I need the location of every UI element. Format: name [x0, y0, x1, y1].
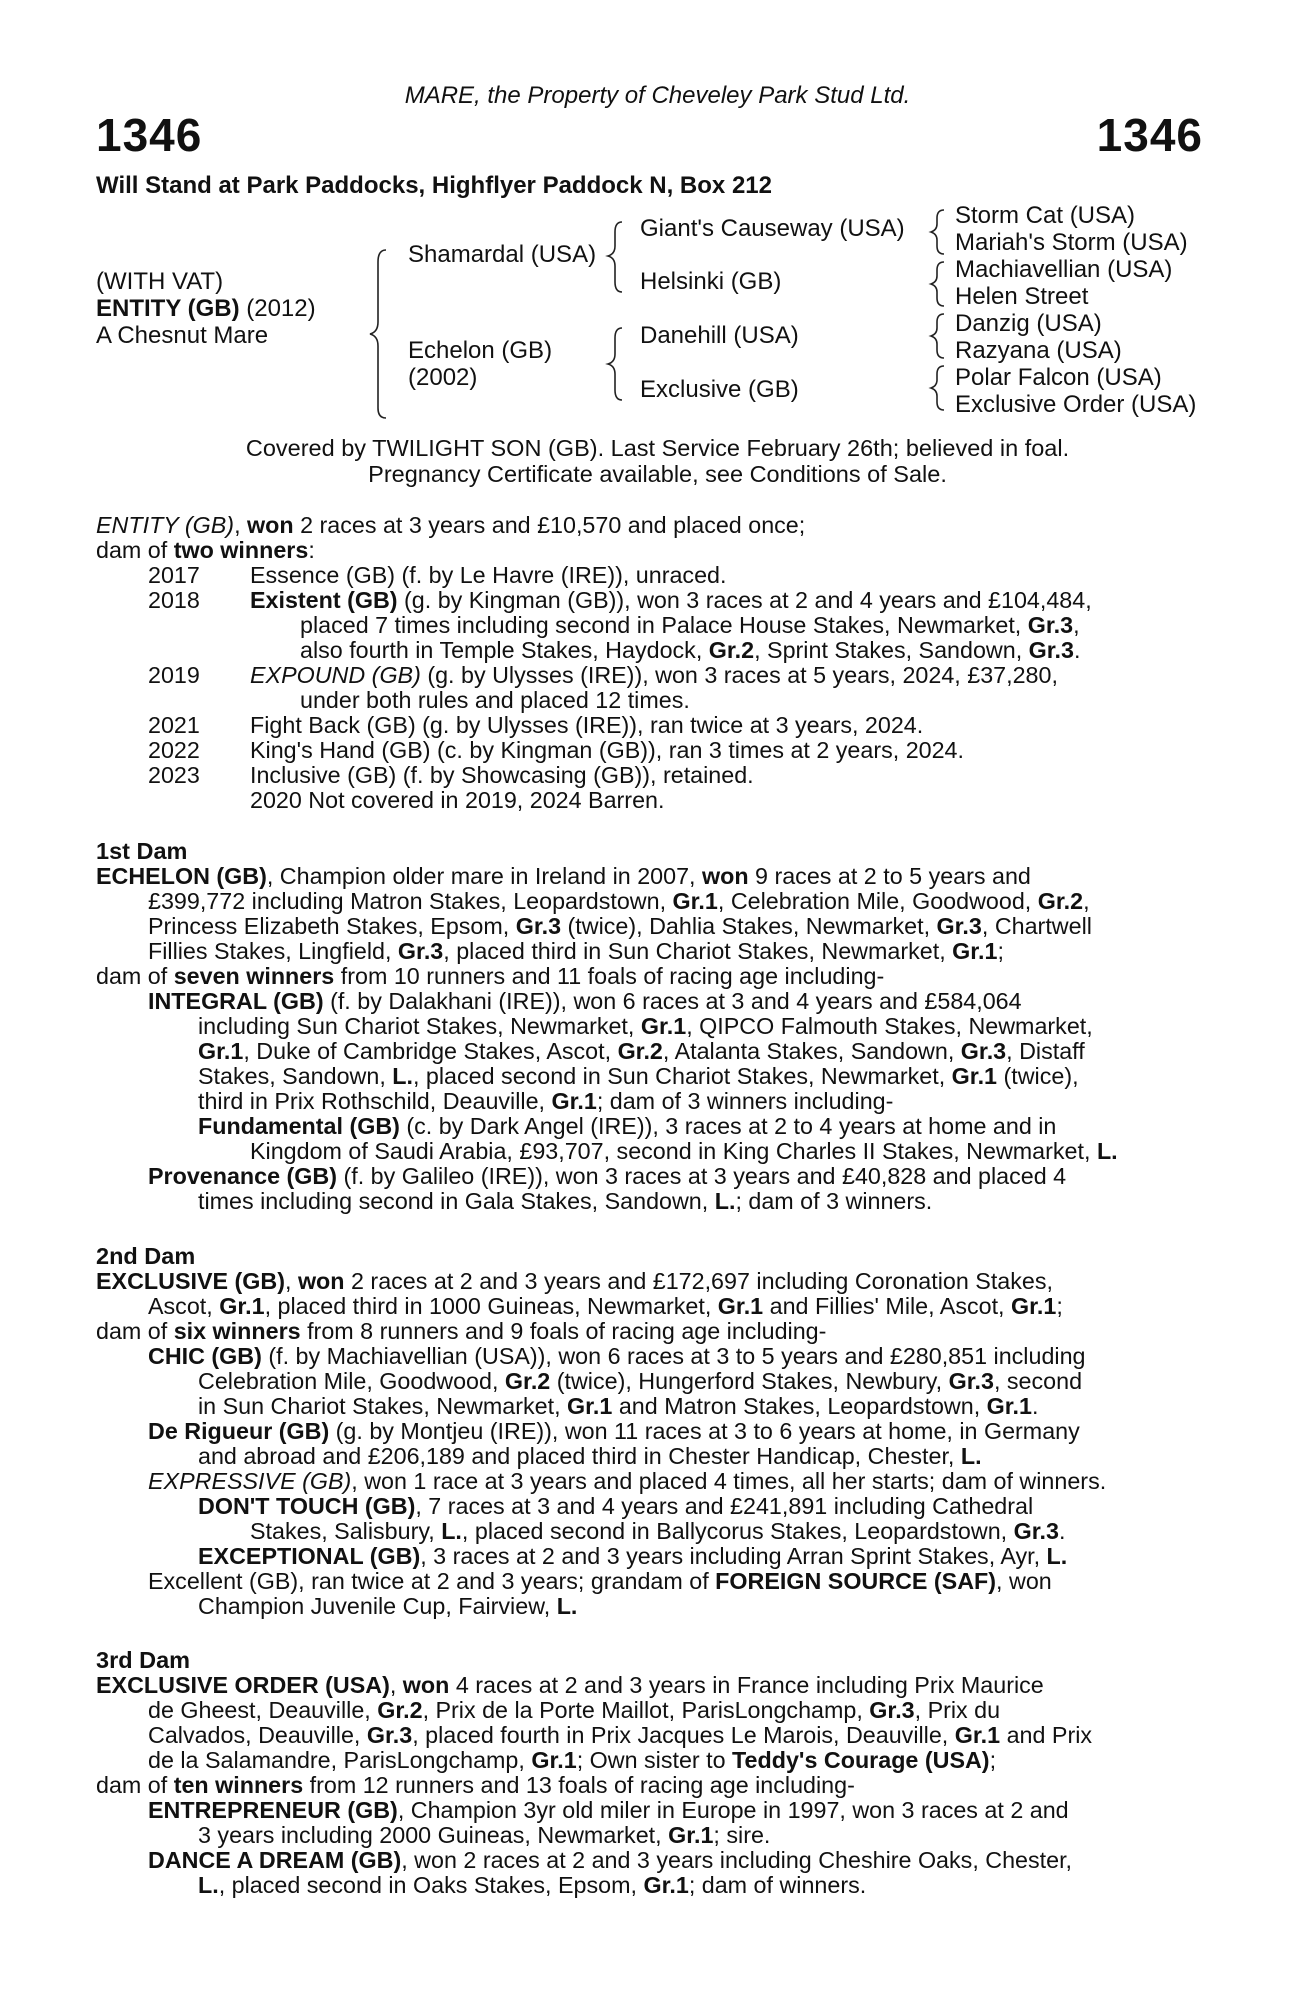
dam2-line: DON'T TOUCH (GB), 7 races at 3 and 4 years and £241,891 including Cathedral	[198, 1493, 1034, 1519]
stand-line: Will Stand at Park Paddocks, Highflyer Paddock N, Box 212	[96, 172, 772, 199]
dam3-line: ENTREPRENEUR (GB), Champion 3yr old miler in Europe in 1997, won 3 races at 2 and	[148, 1797, 1069, 1823]
pedigree-dss: Danzig (USA)	[955, 310, 1102, 337]
dam3-line: DANCE A DREAM (GB), won 2 races at 2 and 3 years including Cheshire Oaks, Chester,	[148, 1847, 1073, 1873]
entity-record-line-2: dam of two winners:	[96, 537, 315, 563]
dam2-line: Ascot, Gr.1, placed third in 1000 Guineas, Newmarket, Gr.1 and Fillies' Mile, Ascot, Gr.1;	[148, 1293, 1063, 1319]
foal-entry-cont: under both rules and placed 12 times.	[300, 687, 690, 713]
foal-year: 2023	[148, 762, 200, 788]
pedigree-sdd: Helen Street	[955, 283, 1089, 310]
horse-description: A Chesnut Mare	[96, 322, 269, 349]
dam2-line: EXPRESSIVE (GB), won 1 race at 3 years and placed 4 times, all her starts; dam of winners.	[148, 1468, 1107, 1494]
pedigree-sds: Machiavellian (USA)	[955, 256, 1173, 283]
pedigree-ddd: Exclusive Order (USA)	[955, 391, 1197, 418]
dam2-line: dam of six winners from 8 runners and 9 foals of racing age including-	[96, 1318, 827, 1344]
lot-number-right: 1346	[1096, 109, 1203, 161]
dam1-line: Kingdom of Saudi Arabia, £93,707, second in King Charles II Stakes, Newmarket, L.	[250, 1138, 1118, 1164]
dam2-line: Excellent (GB), ran twice at 2 and 3 years; grandam of FOREIGN SOURCE (SAF), won	[148, 1568, 1052, 1594]
foal-year: 2019	[148, 662, 200, 688]
foal-entry: Essence (GB) (f. by Le Havre (IRE)), unraced.	[250, 562, 727, 588]
dam3-line: dam of ten winners from 12 runners and 13 foals of racing age including-	[96, 1772, 855, 1798]
foal-year: 2021	[148, 712, 200, 738]
dam1-line: including Sun Chariot Stakes, Newmarket, Gr.1, QIPCO Falmouth Stakes, Newmarket,	[198, 1013, 1093, 1039]
foal-entry: Existent (GB) (g. by Kingman (GB)), won 3 races at 2 and 4 years and £104,484,	[250, 587, 1092, 613]
dam2-line: and abroad and £206,189 and placed third in Chester Handicap, Chester, L.	[198, 1443, 982, 1469]
dam1-line: Provenance (GB) (f. by Galileo (IRE)), won 3 races at 3 years and £40,828 and placed 4	[148, 1163, 1067, 1189]
dam2-line: EXCEPTIONAL (GB), 3 races at 2 and 3 years including Arran Sprint Stakes, Ayr, L.	[198, 1543, 1068, 1569]
pedigree-dds: Polar Falcon (USA)	[955, 364, 1162, 391]
dam1-line: ECHELON (GB), Champion older mare in Ireland in 2007, won 9 races at 2 to 5 years and	[96, 863, 1031, 889]
dam3-line: L., placed second in Oaks Stakes, Epsom, Gr.1; dam of winners.	[198, 1872, 867, 1898]
dam2-line: Stakes, Salisbury, L., placed second in Ballycorus Stakes, Leopardstown, Gr.3.	[250, 1518, 1066, 1544]
property-line: MARE, the Property of Cheveley Park Stud Ltd.	[404, 82, 911, 109]
foal-year: 2017	[148, 562, 200, 588]
dam2-line: in Sun Chariot Stakes, Newmarket, Gr.1 and Matron Stakes, Leopardstown, Gr.1.	[198, 1393, 1039, 1419]
dam3-line: de la Salamandre, ParisLongchamp, Gr.1; Own sister to Teddy's Courage (USA);	[148, 1747, 997, 1773]
pedigree-dam-year: (2002)	[408, 364, 478, 391]
dam2-line: De Rigueur (GB) (g. by Montjeu (IRE)), won 11 races at 3 to 6 years at home, in Germany	[148, 1418, 1080, 1444]
dam1-line: Gr.1, Duke of Cambridge Stakes, Ascot, Gr.2, Atalanta Stakes, Sandown, Gr.3, Distaff	[198, 1038, 1085, 1064]
section-heading-2nd-dam: 2nd Dam	[96, 1243, 196, 1269]
foal-entry: Fight Back (GB) (g. by Ulysses (IRE)), ran twice at 3 years, 2024.	[250, 712, 924, 738]
vat-label: (WITH VAT)	[96, 268, 224, 295]
dam3-line: Calvados, Deauville, Gr.3, placed fourth in Prix Jacques Le Marois, Deauville, Gr.1 and Prix	[148, 1722, 1093, 1748]
foal-entry-cont: also fourth in Temple Stakes, Haydock, Gr.2, Sprint Stakes, Sandown, Gr.3.	[300, 637, 1081, 663]
foal-entry: Inclusive (GB) (f. by Showcasing (GB)), retained.	[250, 762, 754, 788]
dam2-line: Celebration Mile, Goodwood, Gr.2 (twice), Hungerford Stakes, Newbury, Gr.3, second	[198, 1368, 1083, 1394]
dam1-line: Stakes, Sandown, L., placed second in Sun Chariot Stakes, Newmarket, Gr.1 (twice),	[198, 1063, 1079, 1089]
foal-entry-cont: placed 7 times including second in Palace House Stakes, Newmarket, Gr.3,	[300, 612, 1080, 638]
dam1-line: Fillies Stakes, Lingfield, Gr.3, placed third in Sun Chariot Stakes, Newmarket, Gr.1;	[148, 938, 1004, 964]
dam1-line: times including second in Gala Stakes, Sandown, L.; dam of 3 winners.	[198, 1188, 933, 1214]
section-heading-3rd-dam: 3rd Dam	[96, 1647, 191, 1673]
dam1-line: £399,772 including Matron Stakes, Leopardstown, Gr.1, Celebration Mile, Goodwood, Gr.2,	[148, 888, 1090, 914]
dam1-line: third in Prix Rothschild, Deauville, Gr.1; dam of 3 winners including-	[198, 1088, 894, 1114]
foal-year: 2018	[148, 587, 200, 613]
pedigree-dsd: Razyana (USA)	[955, 337, 1122, 364]
horse-year: (2012)	[246, 295, 316, 322]
foal-entry: EXPOUND (GB) (g. by Ulysses (IRE)), won 3 races at 5 years, 2024, £37,280,	[250, 662, 1058, 688]
covered-line-2: Pregnancy Certificate available, see Conditions of Sale.	[368, 461, 947, 487]
foal-note: 2020 Not covered in 2019, 2024 Barren.	[250, 787, 665, 813]
pedigree-sss: Storm Cat (USA)	[955, 202, 1136, 229]
entity-record-line-1: ENTITY (GB), won 2 races at 3 years and £10,570 and placed once;	[96, 512, 806, 538]
section-heading-1st-dam: 1st Dam	[96, 838, 188, 864]
dam2-line: CHIC (GB) (f. by Machiavellian (USA)), won 6 races at 3 to 5 years and £280,851 including	[148, 1343, 1086, 1369]
pedigree-dam-dam: Exclusive (GB)	[640, 376, 799, 403]
foal-entry: King's Hand (GB) (c. by Kingman (GB)), ran 3 times at 2 years, 2024.	[250, 737, 964, 763]
horse-name: ENTITY (GB)	[96, 295, 240, 322]
dam3-line: 3 years including 2000 Guineas, Newmarket, Gr.1; sire.	[198, 1822, 771, 1848]
pedigree-dam-sire: Danehill (USA)	[640, 322, 799, 349]
dam1-line: INTEGRAL (GB) (f. by Dalakhani (IRE)), won 6 races at 3 and 4 years and £584,064	[148, 988, 1022, 1014]
dam1-line: Fundamental (GB) (c. by Dark Angel (IRE)), 3 races at 2 to 4 years at home and in	[198, 1113, 1057, 1139]
pedigree-sire-sire: Giant's Causeway (USA)	[640, 215, 905, 242]
dam3-line: de Gheest, Deauville, Gr.2, Prix de la Porte Maillot, ParisLongchamp, Gr.3, Prix du	[148, 1697, 1001, 1723]
dam2-line: Champion Juvenile Cup, Fairview, L.	[198, 1593, 578, 1619]
dam1-line: dam of seven winners from 10 runners and 11 foals of racing age including-	[96, 963, 885, 989]
dam2-line: EXCLUSIVE (GB), won 2 races at 2 and 3 years and £172,697 including Coronation Stakes,	[96, 1268, 1053, 1294]
pedigree-ssd: Mariah's Storm (USA)	[955, 229, 1188, 256]
pedigree-sire: Shamardal (USA)	[408, 241, 597, 268]
pedigree-sire-dam: Helsinki (GB)	[640, 268, 782, 295]
covered-line-1: Covered by TWILIGHT SON (GB). Last Service February 26th; believed in foal.	[245, 435, 1070, 461]
pedigree-dam: Echelon (GB)	[408, 337, 553, 364]
dam3-line: EXCLUSIVE ORDER (USA), won 4 races at 2 and 3 years in France including Prix Maurice	[96, 1672, 1044, 1698]
lot-number-left: 1346	[96, 109, 203, 161]
foal-year: 2022	[148, 737, 200, 763]
dam1-line: Princess Elizabeth Stakes, Epsom, Gr.3 (twice), Dahlia Stakes, Newmarket, Gr.3, Chartwell	[148, 913, 1092, 939]
